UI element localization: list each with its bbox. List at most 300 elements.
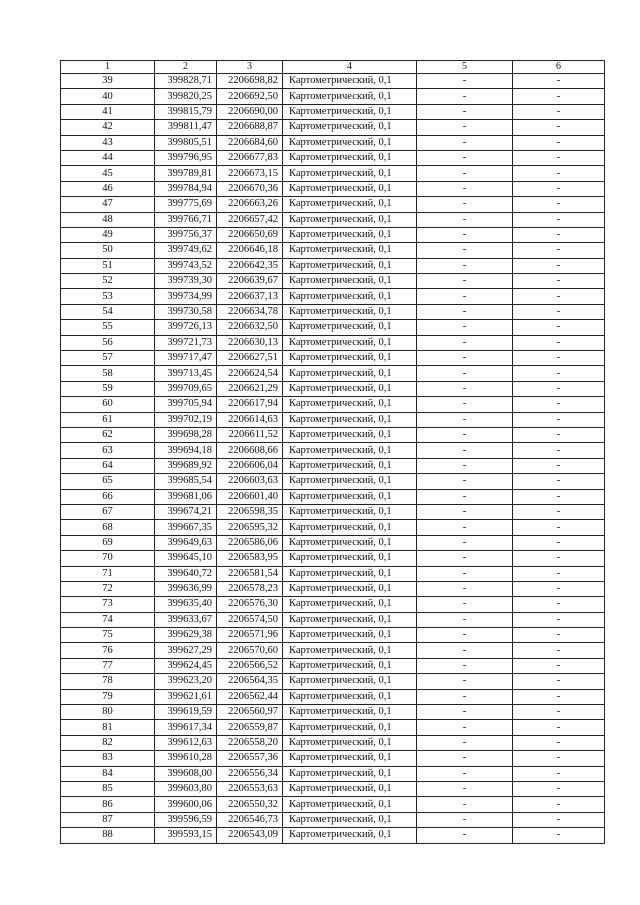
cell-y-coordinate: 2206586,06: [217, 535, 283, 550]
table-row: [61, 335, 605, 350]
cell-x-coordinate: 399685,54: [155, 474, 217, 489]
table-row: [61, 612, 605, 627]
cell-point-number: 44: [61, 150, 155, 165]
cell-col-6: -: [513, 735, 605, 750]
cell-point-number: 45: [61, 166, 155, 181]
table-row: [61, 597, 605, 612]
cell-y-coordinate: 2206595,32: [217, 520, 283, 535]
cell-x-coordinate: 399766,71: [155, 212, 217, 227]
cell-method-accuracy: Картометрический, 0,1: [283, 474, 417, 489]
cell-method-accuracy: Картометрический, 0,1: [283, 366, 417, 381]
cell-col-5: -: [417, 135, 513, 150]
cell-col-5: -: [417, 197, 513, 212]
table-header: [61, 61, 605, 74]
table-row: [61, 812, 605, 827]
cell-method-accuracy: Картометрический, 0,1: [283, 766, 417, 781]
cell-method-accuracy: Картометрический, 0,1: [283, 320, 417, 335]
cell-col-6: -: [513, 320, 605, 335]
cell-method-accuracy: Картометрический, 0,1: [283, 381, 417, 396]
cell-col-5: -: [417, 274, 513, 289]
cell-col-5: -: [417, 797, 513, 812]
table-row: [61, 489, 605, 504]
table-row: [61, 828, 605, 843]
header-method-accuracy: 4: [283, 61, 417, 74]
cell-point-number: 75: [61, 628, 155, 643]
cell-col-6: -: [513, 658, 605, 673]
table-row: [61, 797, 605, 812]
cell-point-number: 83: [61, 751, 155, 766]
table-row: [61, 705, 605, 720]
cell-x-coordinate: 399645,10: [155, 551, 217, 566]
cell-col-6: -: [513, 720, 605, 735]
cell-y-coordinate: 2206634,78: [217, 304, 283, 319]
cell-y-coordinate: 2206624,54: [217, 366, 283, 381]
table-row: [61, 304, 605, 319]
cell-col-5: -: [417, 212, 513, 227]
cell-point-number: 85: [61, 781, 155, 796]
cell-col-6: -: [513, 427, 605, 442]
cell-y-coordinate: 2206617,94: [217, 397, 283, 412]
cell-method-accuracy: Картометрический, 0,1: [283, 720, 417, 735]
cell-x-coordinate: 399717,47: [155, 351, 217, 366]
cell-method-accuracy: Картометрический, 0,1: [283, 427, 417, 442]
table-row: [61, 628, 605, 643]
cell-x-coordinate: 399596,59: [155, 812, 217, 827]
cell-x-coordinate: 399627,29: [155, 643, 217, 658]
table-row: [61, 735, 605, 750]
cell-col-5: -: [417, 443, 513, 458]
table-row: [61, 689, 605, 704]
cell-col-6: -: [513, 551, 605, 566]
cell-y-coordinate: 2206637,13: [217, 289, 283, 304]
cell-col-6: -: [513, 581, 605, 596]
cell-x-coordinate: 399603,80: [155, 781, 217, 796]
cell-col-6: -: [513, 705, 605, 720]
cell-point-number: 53: [61, 289, 155, 304]
cell-col-6: -: [513, 489, 605, 504]
cell-col-6: -: [513, 643, 605, 658]
cell-x-coordinate: 399694,18: [155, 443, 217, 458]
cell-y-coordinate: 2206606,04: [217, 458, 283, 473]
cell-col-6: -: [513, 366, 605, 381]
cell-method-accuracy: Картометрический, 0,1: [283, 797, 417, 812]
table-row: [61, 104, 605, 119]
cell-col-5: -: [417, 166, 513, 181]
coordinates-table: [60, 60, 605, 844]
table-row: [61, 366, 605, 381]
cell-col-6: -: [513, 397, 605, 412]
cell-method-accuracy: Картометрический, 0,1: [283, 120, 417, 135]
cell-point-number: 78: [61, 674, 155, 689]
cell-y-coordinate: 2206688,87: [217, 120, 283, 135]
cell-x-coordinate: 399815,79: [155, 104, 217, 119]
cell-point-number: 77: [61, 658, 155, 673]
cell-y-coordinate: 2206684,60: [217, 135, 283, 150]
cell-col-6: -: [513, 304, 605, 319]
cell-col-5: -: [417, 551, 513, 566]
cell-point-number: 76: [61, 643, 155, 658]
cell-col-5: -: [417, 397, 513, 412]
cell-col-6: -: [513, 535, 605, 550]
table-row: [61, 381, 605, 396]
cell-point-number: 50: [61, 243, 155, 258]
cell-col-6: -: [513, 335, 605, 350]
cell-x-coordinate: 399739,30: [155, 274, 217, 289]
table-row: [61, 781, 605, 796]
cell-y-coordinate: 2206692,50: [217, 89, 283, 104]
cell-y-coordinate: 2206630,13: [217, 335, 283, 350]
cell-method-accuracy: Картометрический, 0,1: [283, 812, 417, 827]
cell-y-coordinate: 2206571,96: [217, 628, 283, 643]
table-row: [61, 397, 605, 412]
cell-x-coordinate: 399681,06: [155, 489, 217, 504]
cell-y-coordinate: 2206557,36: [217, 751, 283, 766]
cell-y-coordinate: 2206670,36: [217, 181, 283, 196]
cell-y-coordinate: 2206581,54: [217, 566, 283, 581]
cell-method-accuracy: Картометрический, 0,1: [283, 504, 417, 519]
cell-y-coordinate: 2206603,63: [217, 474, 283, 489]
cell-y-coordinate: 2206583,95: [217, 551, 283, 566]
cell-col-5: -: [417, 258, 513, 273]
cell-x-coordinate: 399730,58: [155, 304, 217, 319]
cell-col-6: -: [513, 612, 605, 627]
cell-col-6: -: [513, 766, 605, 781]
cell-y-coordinate: 2206578,23: [217, 581, 283, 596]
cell-col-5: -: [417, 597, 513, 612]
table-row: [61, 74, 605, 89]
table-row: [61, 581, 605, 596]
cell-method-accuracy: Картометрический, 0,1: [283, 212, 417, 227]
cell-method-accuracy: Картометрический, 0,1: [283, 197, 417, 212]
cell-method-accuracy: Картометрический, 0,1: [283, 74, 417, 89]
cell-x-coordinate: 399621,61: [155, 689, 217, 704]
cell-col-6: -: [513, 597, 605, 612]
cell-x-coordinate: 399600,06: [155, 797, 217, 812]
cell-point-number: 54: [61, 304, 155, 319]
table-row: [61, 751, 605, 766]
cell-col-6: -: [513, 504, 605, 519]
cell-col-6: -: [513, 781, 605, 796]
table-row: [61, 320, 605, 335]
cell-x-coordinate: 399705,94: [155, 397, 217, 412]
cell-point-number: 56: [61, 335, 155, 350]
cell-col-5: -: [417, 520, 513, 535]
cell-y-coordinate: 2206601,40: [217, 489, 283, 504]
cell-point-number: 70: [61, 551, 155, 566]
cell-method-accuracy: Картометрический, 0,1: [283, 705, 417, 720]
cell-col-6: -: [513, 104, 605, 119]
cell-method-accuracy: Картометрический, 0,1: [283, 443, 417, 458]
cell-y-coordinate: 2206543,09: [217, 828, 283, 843]
cell-col-6: -: [513, 258, 605, 273]
cell-x-coordinate: 399689,92: [155, 458, 217, 473]
cell-col-5: -: [417, 566, 513, 581]
cell-point-number: 42: [61, 120, 155, 135]
cell-y-coordinate: 2206690,00: [217, 104, 283, 119]
cell-method-accuracy: Картометрический, 0,1: [283, 751, 417, 766]
cell-point-number: 61: [61, 412, 155, 427]
table-row: [61, 674, 605, 689]
cell-point-number: 82: [61, 735, 155, 750]
cell-col-6: -: [513, 458, 605, 473]
cell-point-number: 39: [61, 74, 155, 89]
cell-y-coordinate: 2206570,60: [217, 643, 283, 658]
cell-point-number: 60: [61, 397, 155, 412]
cell-y-coordinate: 2206632,50: [217, 320, 283, 335]
cell-method-accuracy: Картометрический, 0,1: [283, 258, 417, 273]
cell-y-coordinate: 2206657,42: [217, 212, 283, 227]
cell-col-6: -: [513, 227, 605, 242]
table-row: [61, 643, 605, 658]
cell-col-5: -: [417, 828, 513, 843]
cell-x-coordinate: 399743,52: [155, 258, 217, 273]
cell-point-number: 41: [61, 104, 155, 119]
cell-col-6: -: [513, 520, 605, 535]
cell-col-5: -: [417, 120, 513, 135]
cell-point-number: 40: [61, 89, 155, 104]
cell-col-5: -: [417, 227, 513, 242]
cell-point-number: 84: [61, 766, 155, 781]
cell-col-5: -: [417, 489, 513, 504]
table-row: [61, 135, 605, 150]
cell-x-coordinate: 399623,20: [155, 674, 217, 689]
cell-col-5: -: [417, 427, 513, 442]
cell-point-number: 65: [61, 474, 155, 489]
table-row: [61, 720, 605, 735]
cell-col-6: -: [513, 351, 605, 366]
header-y-coordinate: 3: [217, 61, 283, 74]
cell-col-5: -: [417, 612, 513, 627]
cell-col-6: -: [513, 289, 605, 304]
cell-y-coordinate: 2206562,44: [217, 689, 283, 704]
cell-y-coordinate: 2206550,32: [217, 797, 283, 812]
cell-y-coordinate: 2206566,52: [217, 658, 283, 673]
table-row: [61, 535, 605, 550]
cell-x-coordinate: 399726,13: [155, 320, 217, 335]
cell-y-coordinate: 2206646,18: [217, 243, 283, 258]
cell-y-coordinate: 2206650,69: [217, 227, 283, 242]
table-row: [61, 166, 605, 181]
table-row: [61, 289, 605, 304]
cell-col-6: -: [513, 628, 605, 643]
cell-x-coordinate: 399828,71: [155, 74, 217, 89]
cell-col-6: -: [513, 274, 605, 289]
cell-col-6: -: [513, 166, 605, 181]
table-row: [61, 474, 605, 489]
table-row: [61, 427, 605, 442]
cell-method-accuracy: Картометрический, 0,1: [283, 612, 417, 627]
cell-col-5: -: [417, 150, 513, 165]
cell-col-5: -: [417, 381, 513, 396]
cell-x-coordinate: 399713,45: [155, 366, 217, 381]
cell-y-coordinate: 2206663,26: [217, 197, 283, 212]
cell-col-6: -: [513, 674, 605, 689]
table-row: [61, 458, 605, 473]
cell-y-coordinate: 2206621,29: [217, 381, 283, 396]
table-row: [61, 258, 605, 273]
cell-y-coordinate: 2206614,63: [217, 412, 283, 427]
cell-point-number: 81: [61, 720, 155, 735]
cell-method-accuracy: Картометрический, 0,1: [283, 628, 417, 643]
cell-y-coordinate: 2206556,34: [217, 766, 283, 781]
cell-x-coordinate: 399617,34: [155, 720, 217, 735]
cell-y-coordinate: 2206627,51: [217, 351, 283, 366]
cell-method-accuracy: Картометрический, 0,1: [283, 597, 417, 612]
cell-x-coordinate: 399629,38: [155, 628, 217, 643]
cell-point-number: 52: [61, 274, 155, 289]
cell-method-accuracy: Картометрический, 0,1: [283, 489, 417, 504]
cell-point-number: 47: [61, 197, 155, 212]
table-row: [61, 351, 605, 366]
cell-col-6: -: [513, 566, 605, 581]
cell-col-5: -: [417, 89, 513, 104]
cell-x-coordinate: 399649,63: [155, 535, 217, 550]
cell-col-6: -: [513, 212, 605, 227]
cell-col-6: -: [513, 443, 605, 458]
cell-y-coordinate: 2206608,66: [217, 443, 283, 458]
cell-method-accuracy: Картометрический, 0,1: [283, 458, 417, 473]
table-row: [61, 212, 605, 227]
table-row: [61, 227, 605, 242]
cell-col-6: -: [513, 751, 605, 766]
cell-method-accuracy: Картометрический, 0,1: [283, 227, 417, 242]
cell-point-number: 74: [61, 612, 155, 627]
cell-point-number: 58: [61, 366, 155, 381]
cell-point-number: 62: [61, 427, 155, 442]
cell-col-5: -: [417, 535, 513, 550]
cell-point-number: 79: [61, 689, 155, 704]
cell-y-coordinate: 2206677,83: [217, 150, 283, 165]
cell-method-accuracy: Картометрический, 0,1: [283, 274, 417, 289]
cell-point-number: 63: [61, 443, 155, 458]
cell-col-5: -: [417, 504, 513, 519]
cell-x-coordinate: 399756,37: [155, 227, 217, 242]
cell-y-coordinate: 2206558,20: [217, 735, 283, 750]
cell-y-coordinate: 2206546,73: [217, 812, 283, 827]
cell-col-5: -: [417, 335, 513, 350]
cell-x-coordinate: 399608,00: [155, 766, 217, 781]
cell-x-coordinate: 399698,28: [155, 427, 217, 442]
cell-y-coordinate: 2206611,52: [217, 427, 283, 442]
cell-point-number: 48: [61, 212, 155, 227]
cell-x-coordinate: 399619,59: [155, 705, 217, 720]
cell-x-coordinate: 399784,94: [155, 181, 217, 196]
table-row: [61, 551, 605, 566]
cell-x-coordinate: 399636,99: [155, 581, 217, 596]
cell-col-6: -: [513, 412, 605, 427]
cell-x-coordinate: 399796,95: [155, 150, 217, 165]
cell-col-5: -: [417, 751, 513, 766]
cell-y-coordinate: 2206564,35: [217, 674, 283, 689]
cell-x-coordinate: 399789,81: [155, 166, 217, 181]
cell-x-coordinate: 399734,99: [155, 289, 217, 304]
cell-point-number: 88: [61, 828, 155, 843]
table-row: [61, 243, 605, 258]
cell-point-number: 51: [61, 258, 155, 273]
cell-method-accuracy: Картометрический, 0,1: [283, 304, 417, 319]
cell-method-accuracy: Картометрический, 0,1: [283, 135, 417, 150]
cell-col-5: -: [417, 735, 513, 750]
cell-col-5: -: [417, 304, 513, 319]
cell-x-coordinate: 399640,72: [155, 566, 217, 581]
cell-x-coordinate: 399593,15: [155, 828, 217, 843]
cell-col-5: -: [417, 366, 513, 381]
cell-col-5: -: [417, 243, 513, 258]
cell-point-number: 59: [61, 381, 155, 396]
cell-y-coordinate: 2206576,30: [217, 597, 283, 612]
table-row: [61, 150, 605, 165]
cell-col-5: -: [417, 705, 513, 720]
cell-method-accuracy: Картометрический, 0,1: [283, 335, 417, 350]
cell-method-accuracy: Картометрический, 0,1: [283, 243, 417, 258]
cell-point-number: 87: [61, 812, 155, 827]
cell-col-5: -: [417, 104, 513, 119]
cell-method-accuracy: Картометрический, 0,1: [283, 735, 417, 750]
table-row: [61, 504, 605, 519]
cell-y-coordinate: 2206560,97: [217, 705, 283, 720]
cell-x-coordinate: 399633,67: [155, 612, 217, 627]
cell-method-accuracy: Картометрический, 0,1: [283, 643, 417, 658]
cell-method-accuracy: Картометрический, 0,1: [283, 412, 417, 427]
table-row: [61, 566, 605, 581]
cell-method-accuracy: Картометрический, 0,1: [283, 181, 417, 196]
table-row: [61, 766, 605, 781]
cell-point-number: 49: [61, 227, 155, 242]
cell-method-accuracy: Картометрический, 0,1: [283, 535, 417, 550]
cell-col-5: -: [417, 351, 513, 366]
cell-method-accuracy: Картометрический, 0,1: [283, 689, 417, 704]
cell-method-accuracy: Картометрический, 0,1: [283, 104, 417, 119]
cell-point-number: 72: [61, 581, 155, 596]
cell-y-coordinate: 2206598,35: [217, 504, 283, 519]
cell-x-coordinate: 399811,47: [155, 120, 217, 135]
cell-x-coordinate: 399624,45: [155, 658, 217, 673]
cell-method-accuracy: Картометрический, 0,1: [283, 150, 417, 165]
header-col-5: 5: [417, 61, 513, 74]
cell-col-6: -: [513, 120, 605, 135]
cell-col-5: -: [417, 643, 513, 658]
cell-method-accuracy: Картометрический, 0,1: [283, 581, 417, 596]
header-col-6: 6: [513, 61, 605, 74]
cell-col-6: -: [513, 797, 605, 812]
header-x-coordinate: 2: [155, 61, 217, 74]
cell-col-5: -: [417, 412, 513, 427]
table-row: [61, 520, 605, 535]
table-row: [61, 658, 605, 673]
cell-point-number: 67: [61, 504, 155, 519]
cell-col-5: -: [417, 458, 513, 473]
cell-x-coordinate: 399721,73: [155, 335, 217, 350]
cell-col-6: -: [513, 89, 605, 104]
cell-col-5: -: [417, 689, 513, 704]
cell-col-6: -: [513, 689, 605, 704]
cell-col-5: -: [417, 812, 513, 827]
cell-point-number: 68: [61, 520, 155, 535]
cell-y-coordinate: 2206673,15: [217, 166, 283, 181]
cell-col-5: -: [417, 781, 513, 796]
cell-x-coordinate: 399805,51: [155, 135, 217, 150]
cell-col-6: -: [513, 243, 605, 258]
cell-col-5: -: [417, 581, 513, 596]
cell-point-number: 46: [61, 181, 155, 196]
cell-col-5: -: [417, 74, 513, 89]
cell-method-accuracy: Картометрический, 0,1: [283, 658, 417, 673]
cell-col-6: -: [513, 135, 605, 150]
cell-point-number: 69: [61, 535, 155, 550]
header-row: [61, 61, 605, 74]
cell-method-accuracy: Картометрический, 0,1: [283, 828, 417, 843]
cell-point-number: 64: [61, 458, 155, 473]
